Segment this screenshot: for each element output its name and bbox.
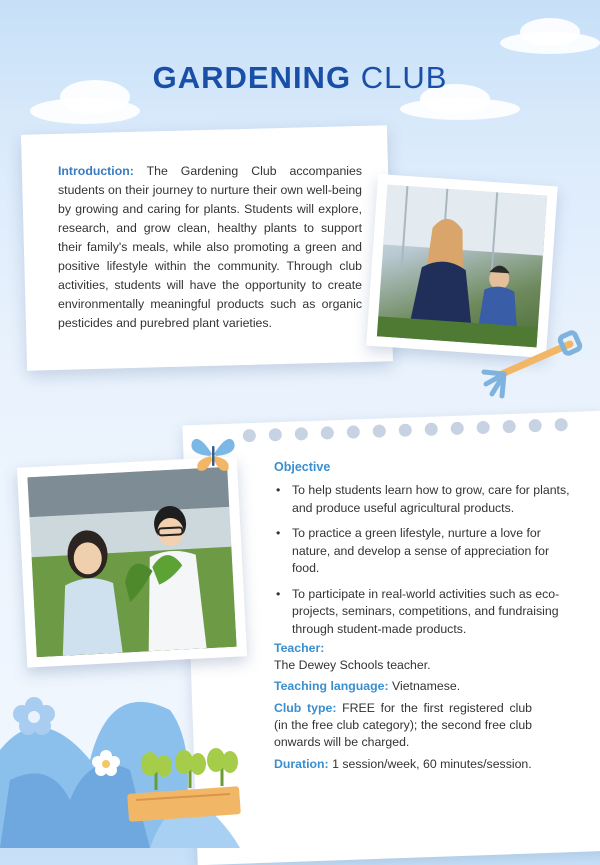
butterfly-icon: [188, 432, 238, 476]
title-light: CLUB: [360, 60, 448, 95]
notebook-ring: [425, 423, 438, 436]
objective-title: Objective: [274, 460, 331, 474]
cloud-decoration: [30, 98, 140, 124]
club-type-value: FREE for the first registered club (in the free club category); the second free club onwards will be charged.: [274, 701, 532, 749]
intro-body: The Gardening Club accompanies students on their journey to nurture their own well-being by growing and caring for plants. Students will explore, research, and grow clean, healthy plants to support their family's meals, while also promoting a green and positive lifestyle within the community. Through club activities, students will have the opportunity to create environmentally meaningful products such as organic pesticides and purebred plant varieties.: [58, 164, 362, 330]
flower-icon: [13, 697, 55, 735]
notebook-ring: [347, 425, 360, 438]
language-info: [274, 678, 532, 695]
cloud-decoration: [500, 32, 600, 54]
intro-label: Introduction:: [58, 164, 134, 178]
list-item: • To help students learn how to grow, care for plants, and produce useful agricultural products.: [274, 482, 570, 517]
notebook-ring: [399, 423, 412, 436]
title-bold: GARDENING: [152, 60, 352, 95]
notebook-ring: [321, 426, 334, 439]
teacher-student-photo: [377, 185, 547, 348]
teacher-info: [274, 640, 532, 674]
list-item: • To practice a green lifestyle, nurture a love for nature, and develop a sense of appreciation for food.: [274, 525, 570, 578]
language-value: Vietnamese.: [391, 679, 461, 693]
duration-label: Duration:: [274, 757, 329, 771]
duration-info: [274, 756, 532, 773]
intro-text: [58, 162, 362, 333]
cloud-decoration: [400, 98, 520, 120]
plants-decoration: [0, 640, 260, 848]
club-type-info: [274, 700, 532, 751]
kids-photo-frame: [17, 456, 247, 667]
notebook-ring: [554, 418, 567, 431]
photo-illustration: [27, 467, 236, 657]
teacher-value: The Dewey Schools teacher.: [274, 658, 431, 672]
notebook-ring: [528, 419, 541, 432]
notebook-ring: [476, 421, 489, 434]
notebook-ring: [373, 424, 386, 437]
notebook-ring: [243, 429, 256, 442]
notebook-ring: [502, 420, 515, 433]
garden-fork-icon: [478, 330, 588, 400]
language-label: Teaching language:: [274, 679, 389, 693]
notebook-ring: [295, 427, 308, 440]
objective-list: [274, 482, 570, 646]
list-item: • To participate in real-world activities such as eco-projects, seminars, competitions, and fundraising through student-made products.: [274, 586, 570, 639]
notebook-ring: [269, 428, 282, 441]
teacher-label: Teacher:: [274, 641, 325, 655]
duration-value: 1 session/week, 60 minutes/session.: [332, 757, 532, 771]
notebook-ring: [450, 422, 463, 435]
kids-photo: [27, 467, 236, 657]
page-title: [0, 60, 600, 96]
photo-illustration: [377, 185, 547, 348]
club-type-label: Club type:: [274, 701, 337, 715]
